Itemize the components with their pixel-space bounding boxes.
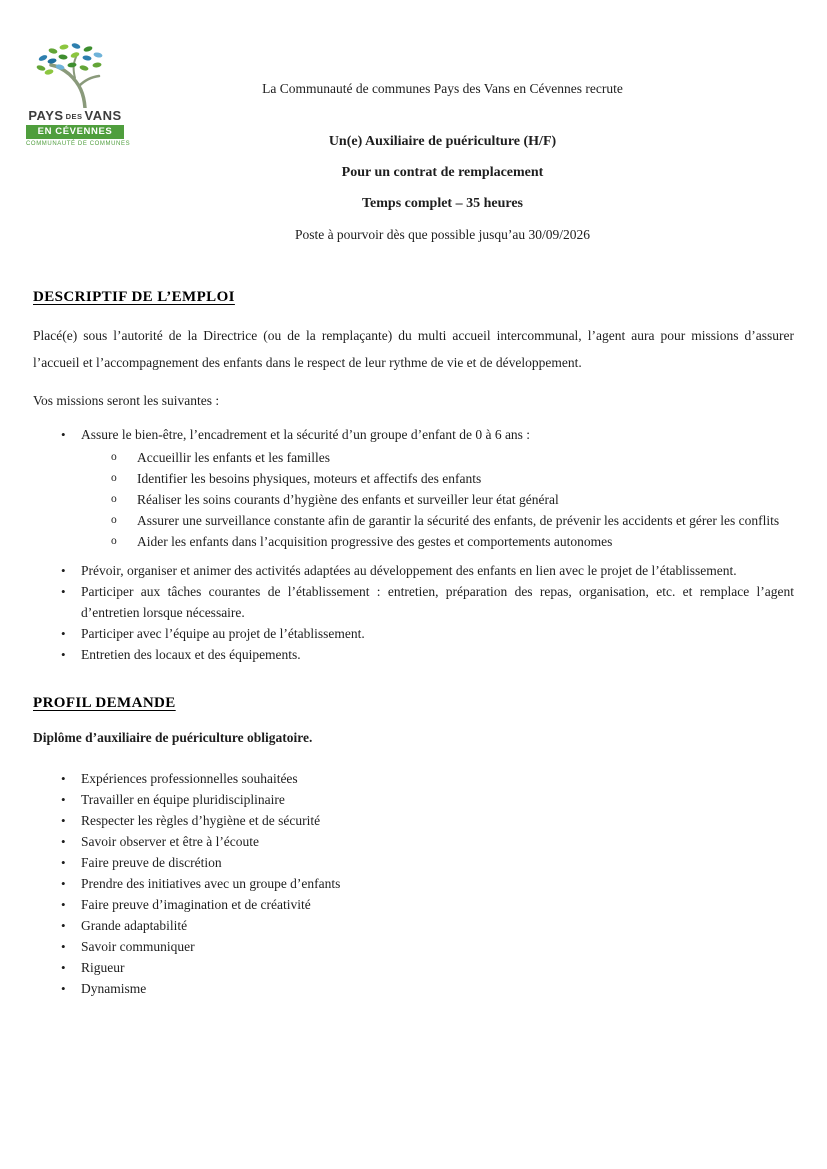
mission-subitem: o Accueillir les enfants et les familles bbox=[81, 447, 794, 468]
logo-name bbox=[26, 109, 124, 124]
missions-intro-line: Vos missions seront les suivantes : bbox=[33, 393, 220, 408]
job-title: Un(e) Auxiliaire de puériculture (H/F) bbox=[328, 134, 557, 149]
organization-logo bbox=[26, 40, 131, 147]
profile-item: • Savoir observer et être à l’écoute bbox=[33, 831, 794, 852]
contract-type-line: Pour un contrat de remplacement bbox=[341, 165, 544, 180]
mission-subitem: o Assurer une surveillance constante afin de garantir la sécurité des enfants, de prévenir les accidents et gérer les conflits bbox=[81, 510, 794, 531]
profile-item: • Dynamisme bbox=[33, 978, 794, 999]
recruiter-line: La Communauté de communes Pays des Vans en Cévennes recrute bbox=[262, 81, 623, 96]
document-header bbox=[26, 0, 794, 243]
profile-item: • Respecter les règles d’hygiène et de sécurité bbox=[33, 810, 794, 831]
logo-name-part2: DES bbox=[65, 112, 83, 121]
logo-name-part1: PAYS bbox=[28, 108, 64, 123]
diploma-requirement-line: Diplôme d’auxiliaire de puériculture obligatoire. bbox=[33, 730, 313, 745]
job-description-heading: DESCRIPTIF DE L’EMPLOI bbox=[33, 289, 235, 305]
profile-item: • Prendre des initiatives avec un groupe d’enfants bbox=[33, 873, 794, 894]
profile-item: • Expériences professionnelles souhaitées bbox=[33, 768, 794, 789]
job-description-section bbox=[33, 288, 794, 665]
mission-item: • Participer aux tâches courantes de l’établissement : entretien, préparation des repas, organisation, etc. et remplace l’agent d’entretien lorsque nécessaire. bbox=[33, 581, 794, 623]
missions-list bbox=[33, 424, 794, 665]
profile-heading: PROFIL DEMANDE bbox=[33, 695, 176, 711]
availability-line: Poste à pourvoir dès que possible jusqu’au 30/09/2026 bbox=[294, 227, 591, 242]
mission-item: • Assure le bien-être, l’encadrement et la sécurité d’un groupe d’enfant de 0 à 6 ans : o Accueillir les enfants et les familles o Identifier les besoins physiques, moteurs et affectifs des enfants o Réaliser les soins courants d’hygiène des enfants et surveiller leur état général o Assurer une surveillance constante afin de garantir la sécurité des enfants, de prévenir les accidents et gérer les conflits o Aider les enfants dans l’acquisition progressive des gestes et comportements autonomes bbox=[33, 424, 794, 552]
profile-item: • Savoir communiquer bbox=[33, 936, 794, 957]
mission-subitem: o Réaliser les soins courants d’hygiène des enfants et surveiller leur état général bbox=[81, 489, 794, 510]
profile-item: • Travailler en équipe pluridisciplinaire bbox=[33, 789, 794, 810]
logo-subtitle: COMMUNAUTÉ DE COMMUNES bbox=[26, 141, 131, 147]
logo-name-part3: VANS bbox=[84, 108, 122, 123]
job-description-paragraph: Placé(e) sous l’autorité de la Directrice (ou de la remplaçante) du multi accueil intercommunal, l’agent aura pour missions d’assurer l’accueil et l’accompagnement des enfants dans le respect de leur rythme de vie et de développement. bbox=[33, 328, 794, 370]
profile-section bbox=[33, 694, 794, 999]
mission-item: • Participer avec l’équipe au projet de l’établissement. bbox=[33, 623, 794, 644]
mission-subitem: o Identifier les besoins physiques, moteurs et affectifs des enfants bbox=[81, 468, 794, 489]
mission-item: • Entretien des locaux et des équipements. bbox=[33, 644, 794, 665]
profile-item: • Faire preuve d’imagination et de créativité bbox=[33, 894, 794, 915]
mission-item: • Prévoir, organiser et animer des activités adaptées au développement des enfants en lien avec le projet de l’établissement. bbox=[33, 560, 794, 581]
tree-logo-icon bbox=[29, 40, 121, 108]
header-text-block bbox=[91, 0, 794, 243]
working-hours-line: Temps complet – 35 heures bbox=[362, 196, 523, 211]
mission-sublist bbox=[81, 447, 794, 552]
profile-item: • Rigueur bbox=[33, 957, 794, 978]
profile-item: • Faire preuve de discrétion bbox=[33, 852, 794, 873]
mission-subitem: o Aider les enfants dans l’acquisition progressive des gestes et comportements autonomes bbox=[81, 531, 794, 552]
profile-item: • Grande adaptabilité bbox=[33, 915, 794, 936]
profile-list bbox=[33, 768, 794, 999]
logo-banner: EN CÉVENNES bbox=[26, 125, 124, 139]
